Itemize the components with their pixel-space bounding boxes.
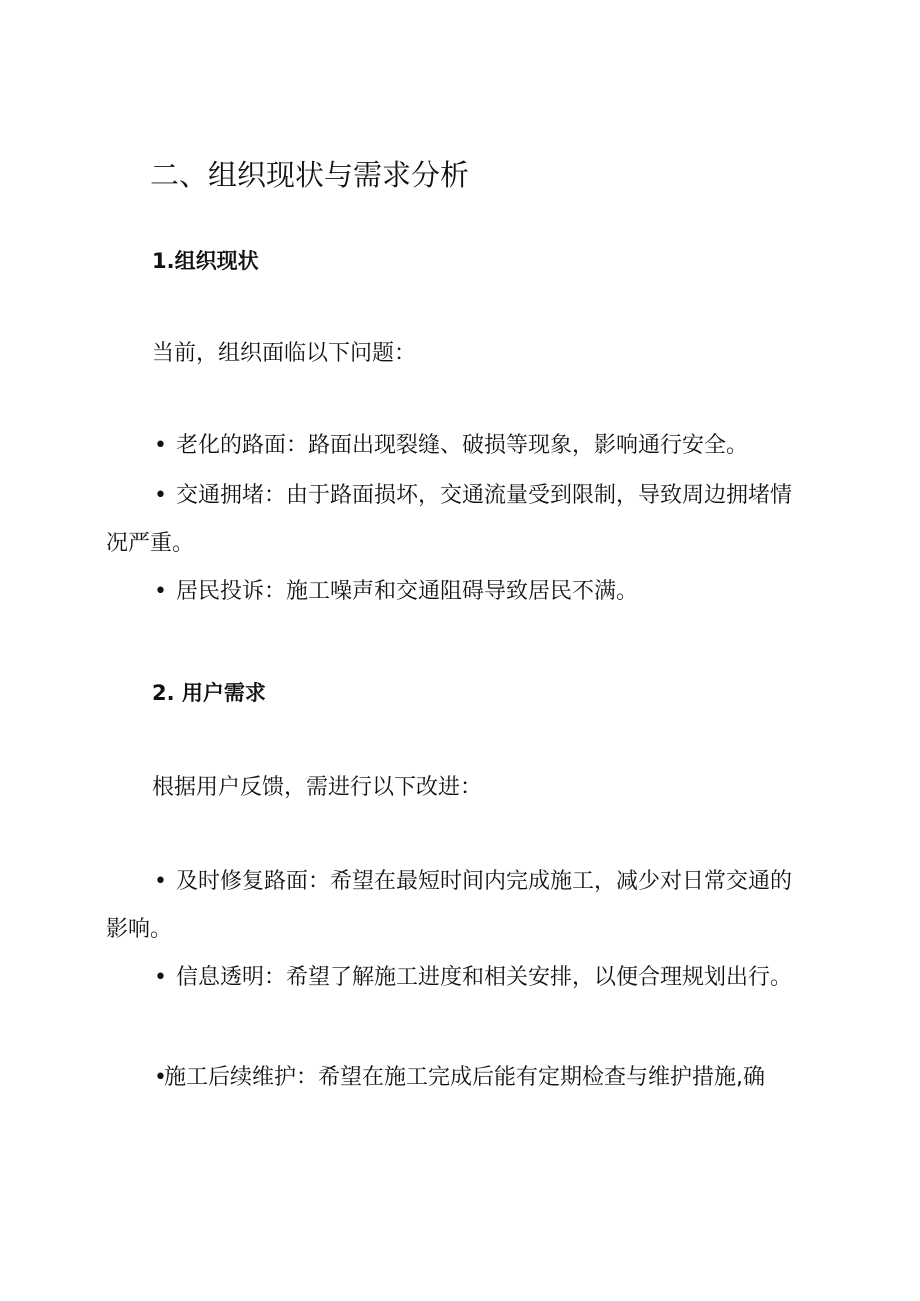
needs-item-transparency — [106, 954, 806, 1002]
needs-item-text: 及时修复路面：希望在最短时间内完成施工，减少对日常交通的影响。 — [106, 869, 793, 942]
status-heading: 1.组织现状 — [152, 249, 259, 273]
status-item-text: 老化的路面：路面出现裂缝、破损等现象，影响通行安全。 — [176, 433, 749, 458]
bullet-dot: • — [154, 483, 167, 508]
needs-item-quick-repair — [106, 858, 806, 954]
needs-heading: 2. 用户需求 — [152, 681, 266, 705]
status-item-text: 交通拥堵：由于路面损坏，交通流量受到限制，导致周边拥堵情况严重。 — [106, 483, 793, 556]
needs-item-text: 施工后续维护：希望在施工完成后能有定期检查与维护措施,确 — [164, 1065, 765, 1090]
needs-intro: 根据用户反馈，需进行以下改进： — [152, 775, 483, 800]
bullet-dot: • — [154, 965, 167, 990]
status-item-traffic-jam — [106, 472, 806, 568]
bullet-dot: • — [154, 579, 167, 604]
needs-item-maintenance — [106, 1054, 826, 1102]
status-item-text: 居民投诉：施工噪声和交通阻碍导致居民不满。 — [176, 579, 639, 604]
bullet-dot: • — [154, 433, 167, 458]
status-intro: 当前，组织面临以下问题： — [152, 341, 417, 366]
bullet-dot: • — [154, 1065, 167, 1090]
needs-item-text: 信息透明：希望了解施工进度和相关安排，以便合理规划出行。 — [176, 965, 793, 990]
status-item-complaints — [106, 568, 806, 616]
section-title: 二、组织现状与需求分析 — [150, 158, 470, 192]
status-item-aging-road — [106, 422, 806, 470]
bullet-dot: • — [154, 869, 167, 894]
